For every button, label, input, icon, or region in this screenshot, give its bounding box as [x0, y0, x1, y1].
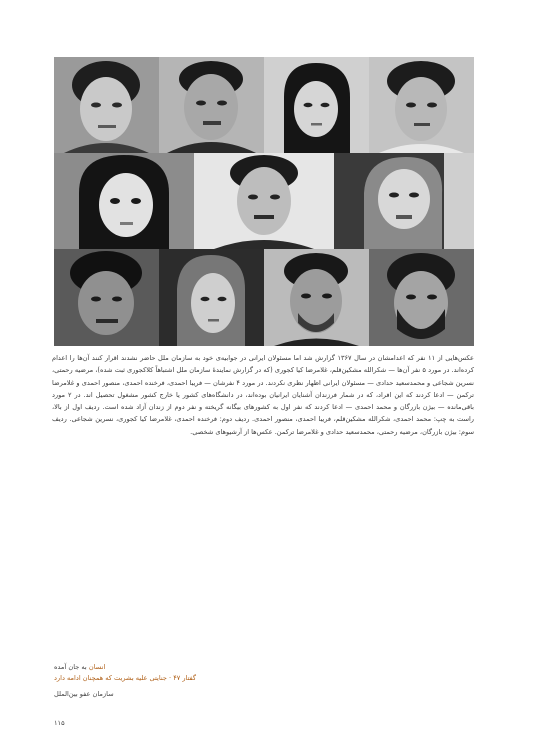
page-footer — [54, 662, 474, 700]
portrait-photo — [159, 57, 264, 153]
portrait-photo-grid — [54, 57, 474, 346]
portrait-photo — [369, 57, 474, 153]
photo-caption — [52, 352, 474, 438]
publication-series: گفتار ۴۷ · جنایتی علیه بشریت که همچنان ادامه دارد — [54, 673, 197, 682]
portrait-photo — [194, 153, 334, 249]
title-rest: به جان آمده — [54, 663, 89, 671]
portrait-photo — [369, 249, 474, 346]
portrait-photo — [54, 153, 194, 249]
portrait-photo — [159, 249, 264, 346]
portrait-photo — [334, 153, 474, 249]
portrait-photo — [54, 57, 159, 153]
publisher-name: سازمان عفو بین‌الملل — [54, 690, 114, 698]
publication-title — [54, 662, 474, 673]
portrait-photo — [264, 249, 369, 346]
portrait-photo — [54, 249, 159, 346]
caption-text: عکس‌هایی از ۱۱ نفر که اعدامشان در سال ۱۳۶۷ گزارش شد اما مسئولان ایرانی در جوابیه‌ی خود به سازمان ملل حاضر نشدند اقرار کنند آن‌ها را اعدام کرده‌اند. در مورد ۵ نفر آن‌ها — شکرالله مشکین‌قلم، غلامرضا کیا کجوری (که در گزارش نمایندهٔ سازمان ملل اشتباهاً کلاکجوری ثبت شده)، مرضیه رحمتی، نسرین شجاعی و محمدسعید حدادی — مسئولان ایرانی اظهار نظری نکردند. در مورد ۴ نفرشان — فریبا احمدی، فرخنده احمدی، منصور احمدی و غلامرضا ترکمن — ادعا کردند که این افراد، که در شمار فرزندان آشنایان ایرانیان بوده‌اند، در دانشگاه‌های کشور یا خارج کشور مشغول تحصیل اند. در ۲ مورد باقی‌مانده — بیژن بازرگان و محمد احمدی — ادعا کردند که نفر اول به کشورهای بیگانه گریخته و نفر دوم از زندان آزاد شده است. ردیف اول از بالا، راست به چپ: محمد احمدی، شکرالله مشکین‌قلم، فریبا احمدی، منصور احمدی. ردیف دوم: فرخنده احمدی، غلامرضا کیا کجوری، نسرین شجاعی. ردیف سوم: بیژن بازرگان، مرضیه رحمتی، محمدسعید حدادی و غلامرضا ترکمن. عکس‌ها از آرشیوهای شخصی. — [52, 354, 475, 436]
title-label: انسان — [88, 663, 106, 671]
portrait-photo — [264, 57, 369, 153]
page-number: ۱۱۵ — [54, 719, 65, 727]
